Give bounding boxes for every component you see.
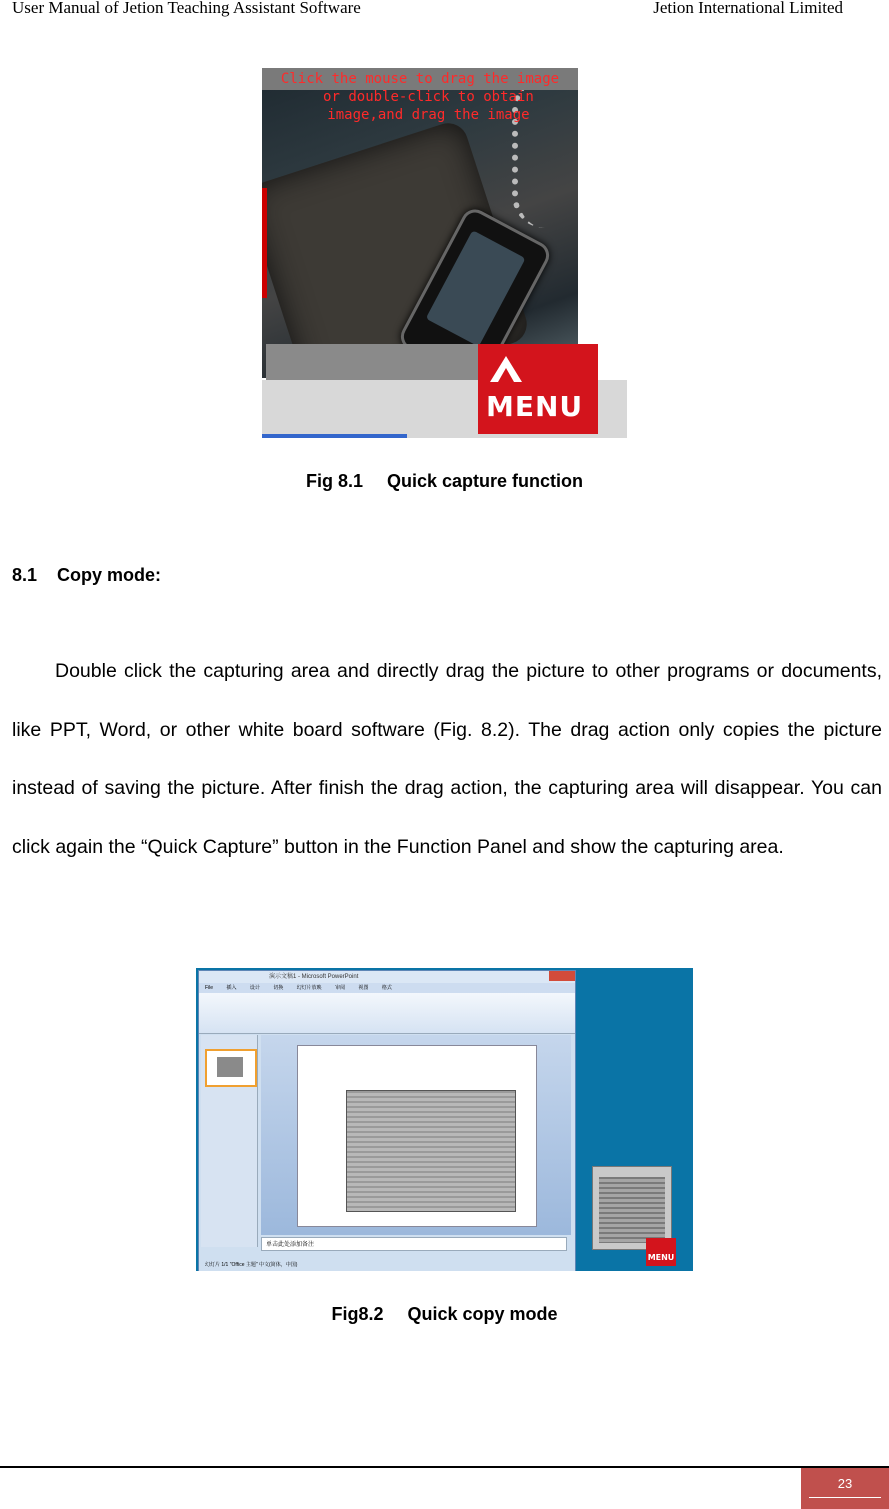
captured-photo[interactable]: [262, 68, 578, 378]
page-number-underline: [809, 1497, 881, 1498]
section-number: 8.1: [12, 565, 38, 585]
figure1-caption-number: Fig 8.1: [305, 471, 363, 491]
figure-quick-copy: [196, 968, 693, 1271]
jetion-logo-icon: [490, 354, 522, 382]
header-company: Jetion International Limited: [653, 0, 843, 17]
ppt-tab[interactable]: 格式: [381, 985, 392, 991]
ppt-ribbon-tabs: [199, 983, 575, 993]
ppt-tab[interactable]: File: [205, 985, 214, 991]
footer-rule: [0, 1466, 889, 1468]
body-paragraph: [12, 642, 882, 876]
figure2-caption-text: Quick copy mode: [407, 1304, 558, 1324]
ppt-tab[interactable]: 设计: [249, 985, 260, 991]
ppt-window-title: 演示文稿1 - Microsoft PowerPoint: [269, 974, 359, 980]
header-title: User Manual of Jetion Teaching Assistant Software: [12, 0, 361, 17]
ppt-status-bar: 幻灯片 1/1 "Office 主题" 中文(简体，中国): [199, 1259, 575, 1271]
menu-button-label: MENU: [486, 390, 584, 423]
ppt-notes[interactable]: 单击此处添加备注: [261, 1237, 567, 1251]
ppt-title-bar: [199, 971, 575, 983]
capture-instruction-text: Click the mouse to drag the image or double-click to obtain image,and drag the image: [280, 71, 560, 123]
ppt-tab[interactable]: 视图: [358, 985, 369, 991]
slide-page[interactable]: [297, 1045, 537, 1227]
ppt-tab[interactable]: 切换: [273, 985, 284, 991]
mini-menu-button[interactable]: MENU: [646, 1238, 676, 1266]
ppt-slide-panel: [201, 1035, 258, 1247]
ppt-tab[interactable]: 审阅: [335, 985, 346, 991]
ppt-tab[interactable]: 插入: [226, 985, 237, 991]
close-icon[interactable]: [549, 971, 575, 981]
figure1-caption: [0, 471, 889, 492]
figure2-caption: [0, 1304, 889, 1325]
menu-button[interactable]: [478, 344, 598, 434]
ppt-ribbon: [199, 993, 575, 1034]
section-heading: [12, 565, 161, 586]
page-number: 23: [837, 1476, 853, 1491]
figure1-caption-text: Quick capture function: [386, 471, 584, 491]
section-title: Copy mode:: [57, 565, 162, 585]
ppt-tab[interactable]: 幻灯片放映: [296, 985, 322, 991]
pasted-document-image[interactable]: [346, 1090, 516, 1212]
page-header: [0, 0, 889, 24]
ppt-canvas: [261, 1035, 571, 1235]
powerpoint-window[interactable]: [198, 970, 576, 1271]
paragraph-text: Double click the capturing area and directly drag the picture to other programs or documents, like PPT, Word, or other white board software (Fig. 8.2). The drag action only copies the picture instead of saving the picture. After finish the drag action, the capturing area will disappear. You can click again the “Quick Capture” button in the Function Panel and show the capturing area.: [12, 660, 882, 858]
taskbar-segment: [262, 434, 407, 438]
red-strip: [262, 188, 267, 298]
figure-quick-capture: [262, 68, 627, 438]
figure2-caption-number: Fig8.2: [331, 1304, 384, 1324]
slide-thumbnail[interactable]: [205, 1049, 257, 1087]
page-number-box: [801, 1468, 889, 1509]
